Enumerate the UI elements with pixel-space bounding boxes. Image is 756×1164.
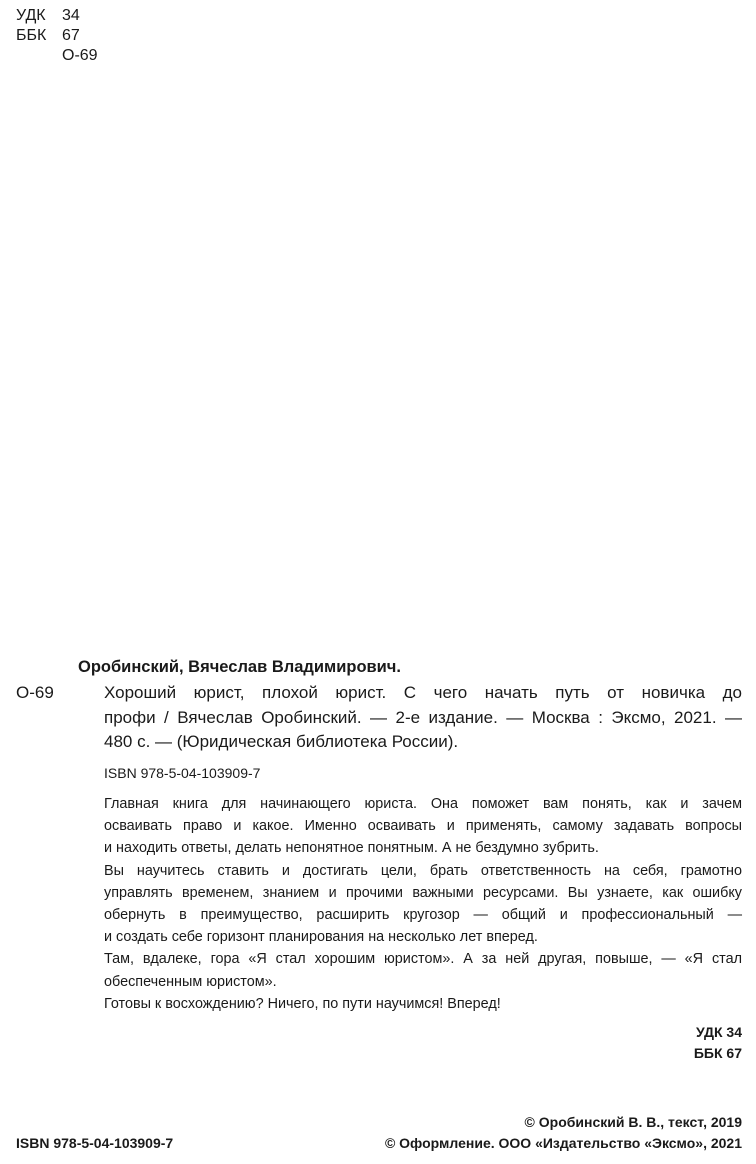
annotation [104, 793, 742, 1015]
side-author-mark: О-69 [16, 683, 54, 702]
bibliographic-description [104, 681, 742, 755]
classification-codes [16, 6, 98, 66]
bib-line: профи / Вячеслав Оробинский. — 2-е издание. — Москва : Эксмо, 2021. — [104, 707, 742, 727]
isbn-line: ISBN 978-5-04-103909-7 [104, 765, 261, 781]
annotation-line: обернуть в преимущество, расширить кругозор — общий и профессиональный — [104, 907, 742, 924]
annotation-line: Главная книга для начинающего юриста. Она поможет вам понять, как и зачем [104, 796, 742, 812]
annotation-line: обеспеченным юристом». [104, 973, 277, 990]
author-mark: О-69 [62, 47, 98, 64]
copyright-text: © Оробинский В. В., текст, 2019 [524, 1114, 742, 1130]
udk-row [16, 6, 98, 26]
author-heading: Оробинский, Вячеслав Владимирович. [78, 658, 401, 676]
annotation-line: Там, вдалеке, гора «Я стал хорошим юристом». А за ней другая, повыше, — «Я стал [104, 951, 742, 968]
udk-label: УДК [16, 7, 46, 24]
bbk-label: ББК [16, 27, 47, 44]
bbk-code: ББК 67 [693, 1045, 742, 1061]
annotation-line: и находить ответы, делать непонятное понятным. А не бездумно зубрить. [104, 840, 599, 857]
bbk-row [16, 26, 98, 46]
annotation-line: Вы научитесь ставить и достигать цели, брать ответственность на себя, грамотно [104, 862, 742, 879]
author-mark-row [16, 46, 98, 66]
bbk-value: 67 [62, 27, 80, 44]
annotation-line: управлять временем, знанием и прочими важными ресурсами. Вы узнаете, как ошибку [104, 884, 742, 901]
annotation-line: и создать себе горизонт планирования на несколько лет вперед. [104, 929, 538, 946]
annotation-line: осваивать право и какое. Именно осваивать и применять, самому задавать вопросы [104, 818, 742, 835]
udk-code: УДК 34 [696, 1024, 742, 1040]
annotation-line: Готовы к восхождению? Ничего, по пути научимся! Вперед! [104, 995, 501, 1012]
bib-line: Хороший юрист, плохой юрист. С чего начать путь от новичка до [104, 683, 742, 702]
udk-value: 34 [62, 7, 80, 24]
bottom-classification-codes [694, 1022, 742, 1064]
bib-line: 480 с. — (Юридическая библиотека России). [104, 732, 459, 751]
isbn-bottom: ISBN 978-5-04-103909-7 [16, 1135, 174, 1151]
copyright-block [385, 1112, 742, 1154]
copyright-design: © Оформление. ООО «Издательство «Эксмо», 2021 [384, 1135, 742, 1151]
